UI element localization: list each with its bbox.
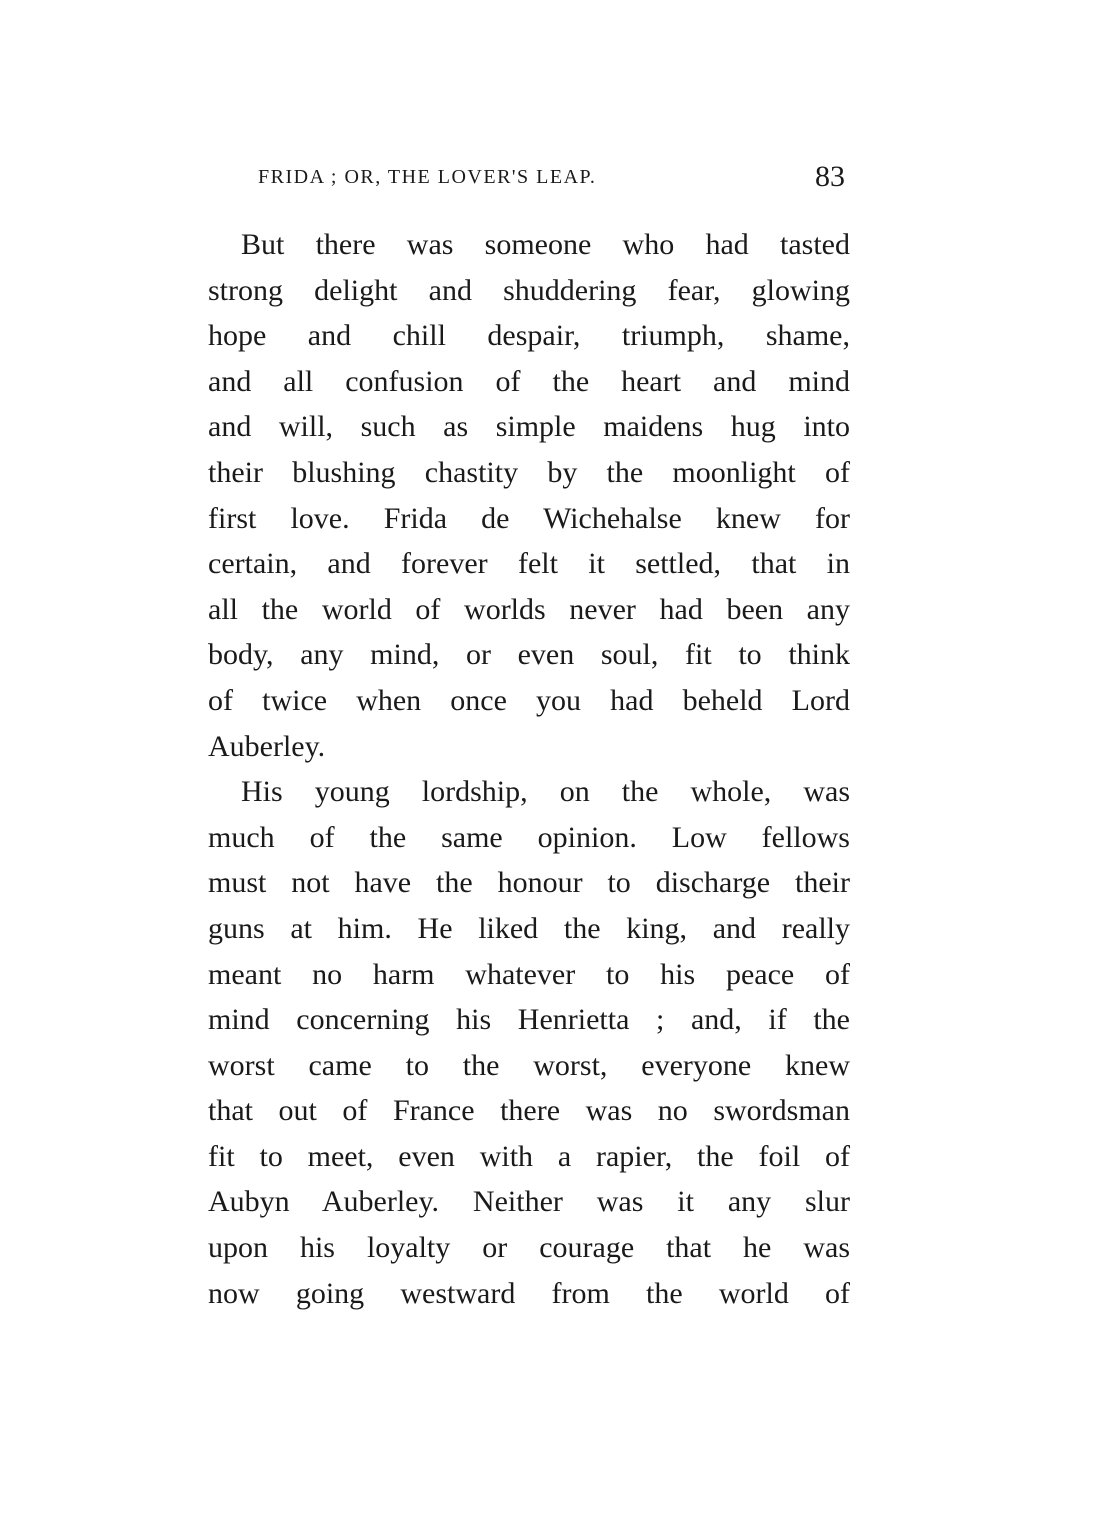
paragraph-2 — [208, 769, 850, 1316]
text-line: much of the same opinion. Low fellows — [208, 820, 850, 854]
text-line: and will, such as simple maidens hug into — [208, 410, 850, 444]
running-title: FRIDA ; OR, THE LOVER'S LEAP. — [258, 166, 597, 188]
page-number: 83 — [815, 160, 845, 193]
text-line: guns at him. He liked the king, and really — [208, 911, 850, 945]
text-line: hope and chill despair, triumph, shame, — [208, 319, 850, 353]
text-line: certain, and forever felt it settled, that in — [208, 547, 850, 581]
text-line: and all confusion of the heart and mind — [208, 364, 850, 398]
text-line: body, any mind, or even soul, fit to think — [208, 638, 850, 672]
text-line: that out of France there was no swordsman — [208, 1094, 850, 1128]
text-line: But there was someone who had tasted — [241, 228, 850, 261]
text-line: first love. Frida de Wichehalse knew for — [208, 501, 850, 535]
text-line: must not have the honour to discharge their — [208, 866, 850, 900]
text-line: upon his loyalty or courage that he was — [208, 1231, 850, 1265]
text-line: their blushing chastity by the moonlight of — [208, 455, 850, 489]
text-line: of twice when once you had beheld Lord — [208, 683, 850, 717]
text-line: worst came to the worst, everyone knew — [208, 1048, 850, 1082]
body-text — [208, 222, 850, 1316]
text-line: Auberley. — [208, 729, 326, 763]
text-line: fit to meet, even with a rapier, the foil of — [208, 1139, 850, 1173]
paragraph-1 — [208, 222, 850, 769]
text-line: Aubyn Auberley. Neither was it any slur — [208, 1185, 850, 1219]
text-line: strong delight and shuddering fear, glowing — [208, 273, 850, 307]
text-line: now going westward from the world of — [208, 1276, 850, 1310]
text-line: mind concerning his Henrietta ; and, if the — [208, 1003, 850, 1037]
text-line: all the world of worlds never had been any — [208, 592, 850, 626]
text-line: His young lordship, on the whole, was — [241, 775, 850, 809]
text-line: meant no harm whatever to his peace of — [208, 957, 850, 991]
